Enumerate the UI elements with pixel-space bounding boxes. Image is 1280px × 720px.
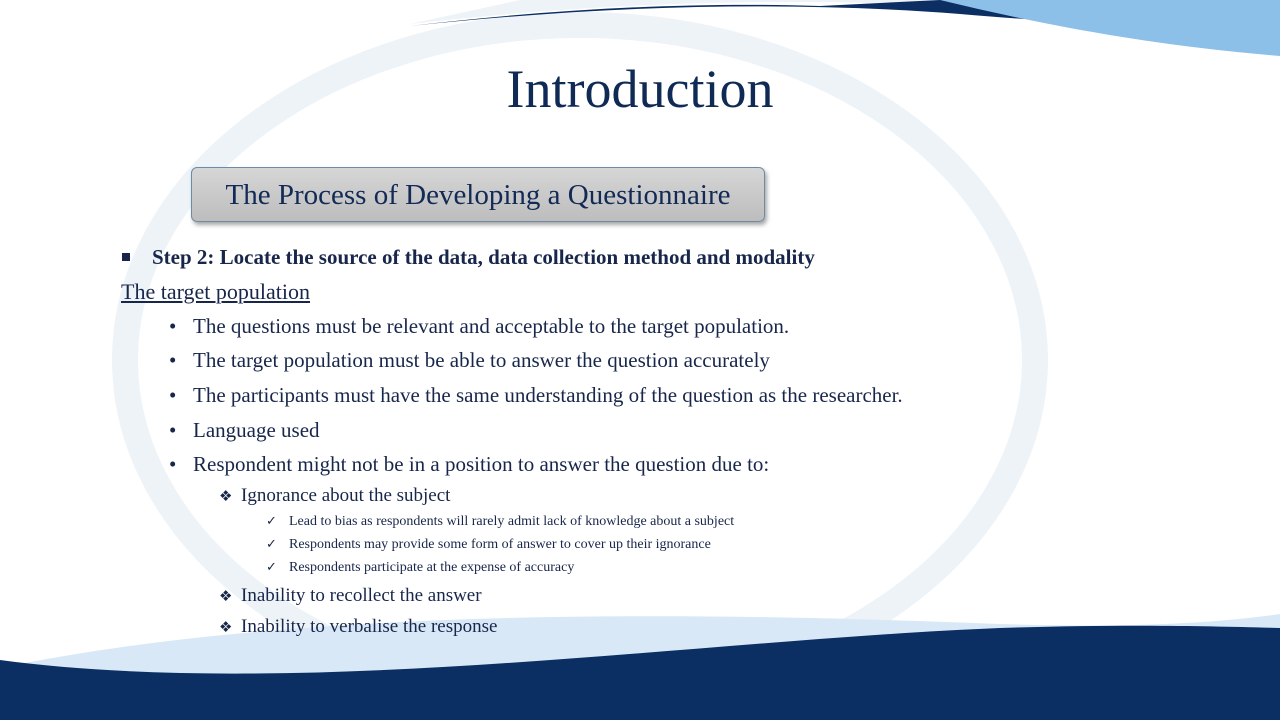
bullet-item: [169, 380, 903, 410]
check-item: [266, 558, 574, 578]
diamond-bullet-icon: ❖: [219, 587, 233, 605]
bullet-item: [169, 415, 320, 445]
process-heading-box: [191, 167, 765, 222]
bullet-dot-icon: •: [169, 418, 177, 442]
bullet-dot-icon: •: [169, 452, 177, 476]
bullet-text: The questions must be relevant and acceptable to the target population.: [193, 314, 790, 338]
bullet-text: Language used: [193, 418, 320, 442]
check-item: [266, 535, 711, 555]
check-icon: ✓: [266, 560, 277, 575]
sub-bullet-item: [219, 614, 497, 640]
diamond-bullet-icon: ❖: [219, 618, 233, 636]
square-bullet-icon: [122, 253, 130, 261]
step-text: Step 2: Locate the source of the data, data collection method and modality: [152, 244, 815, 269]
bullet-text: The target population must be able to answer the question accurately: [193, 348, 770, 372]
check-text: Respondents may provide some form of answer to cover up their ignorance: [289, 537, 711, 552]
check-icon: ✓: [266, 537, 277, 552]
check-text: Respondents participate at the expense of accuracy: [289, 560, 575, 575]
check-item: [266, 512, 734, 532]
bullet-dot-icon: •: [169, 314, 177, 338]
bullet-item: [169, 311, 789, 341]
bullet-text: Respondent might not be in a position to answer the question due to:: [193, 452, 770, 476]
bullet-dot-icon: •: [169, 348, 177, 372]
sub-bullet-text: Inability to recollect the answer: [241, 585, 482, 606]
bullet-item: [169, 345, 770, 375]
check-icon: ✓: [266, 514, 277, 529]
process-heading-text: The Process of Developing a Questionnaire: [225, 179, 731, 211]
bullet-dot-icon: •: [169, 383, 177, 407]
bullet-text: The participants must have the same understanding of the question as the researcher.: [193, 383, 903, 407]
check-text: Lead to bias as respondents will rarely admit lack of knowledge about a subject: [289, 514, 735, 529]
slide-title: Introduction: [506, 59, 774, 119]
sub-bullet-text: Inability to verbalise the response: [241, 616, 498, 637]
sub-bullet-item: [219, 483, 450, 509]
step-line: [122, 242, 815, 272]
sub-bullet-item: [219, 583, 482, 609]
diamond-bullet-icon: ❖: [219, 487, 233, 505]
target-population-subheading: The target population: [121, 279, 310, 304]
bullet-item: [169, 449, 769, 479]
sub-bullet-text: Ignorance about the subject: [241, 485, 451, 506]
